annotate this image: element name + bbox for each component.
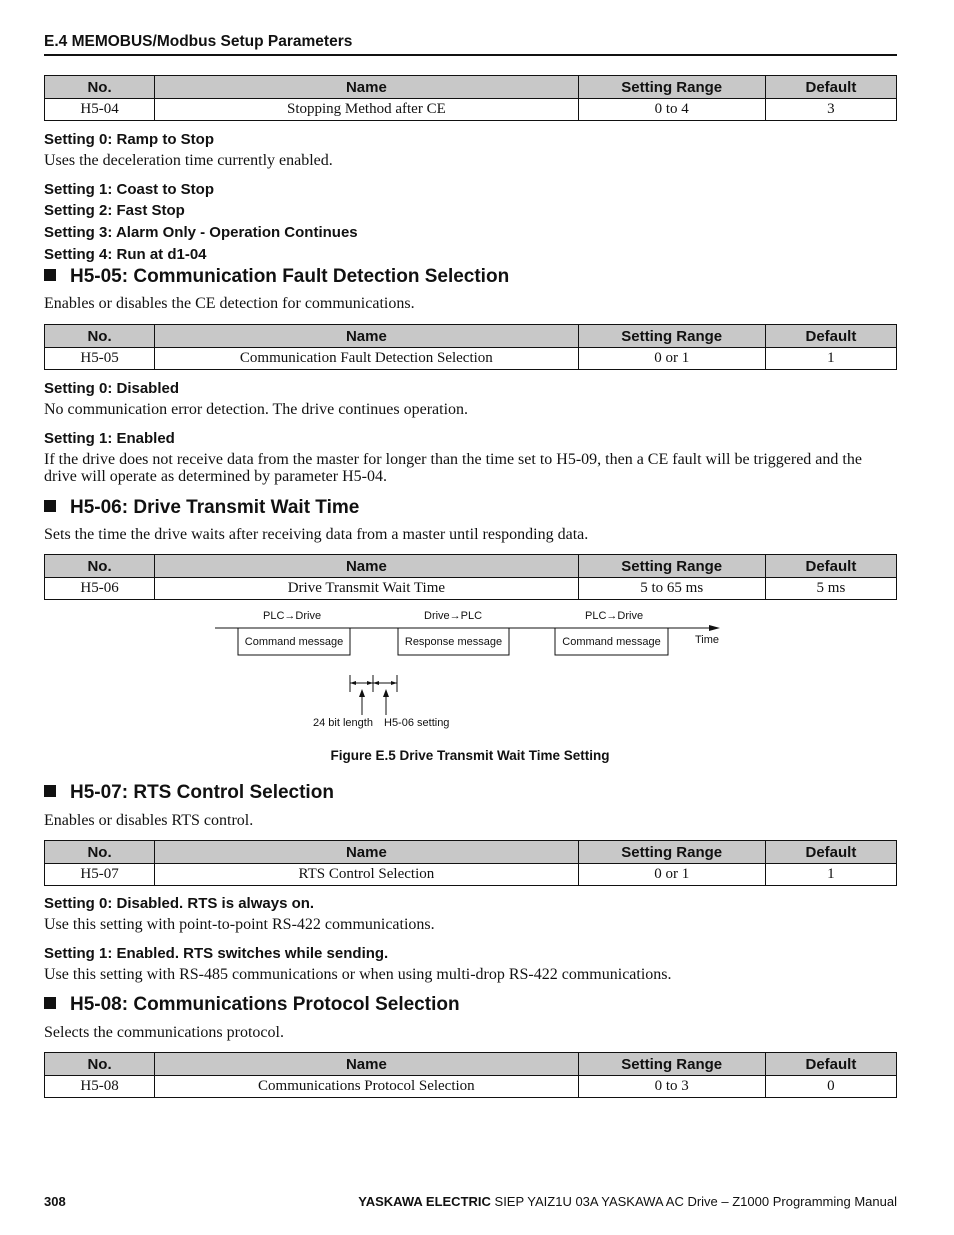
body-text: No communication error detection. The drive continues operation. bbox=[44, 401, 469, 418]
table-header-row bbox=[45, 1053, 897, 1076]
arrow-up-icon bbox=[383, 689, 389, 697]
cell-no: H5-07 bbox=[45, 864, 155, 886]
param-table-h5-07 bbox=[44, 840, 897, 886]
header-rule bbox=[44, 54, 897, 56]
col-header-range: Setting Range bbox=[578, 1053, 765, 1076]
body-text: If the drive does not receive data from the master for longer than the time set to H5-09, then a CE fault will be triggered and the drive will operate as determined by parameter H5-04. bbox=[44, 451, 862, 485]
table-row bbox=[45, 578, 897, 600]
square-bullet-icon bbox=[44, 785, 56, 797]
setting-heading: Setting 1: Enabled. RTS switches while sending. bbox=[44, 945, 389, 962]
col-header-range: Setting Range bbox=[578, 841, 765, 864]
body-text: Use this setting with RS-485 communications or when using multi-drop RS-422 communications. bbox=[44, 966, 672, 983]
col-header-range: Setting Range bbox=[578, 555, 765, 578]
square-bullet-icon bbox=[44, 500, 56, 512]
arrow-up-icon bbox=[359, 689, 365, 697]
setting-heading: Setting 0: Ramp to Stop bbox=[44, 131, 214, 148]
col-header-name: Name bbox=[155, 555, 578, 578]
label-plc-to-drive-2: PLC→Drive bbox=[585, 610, 644, 622]
body-text: Selects the communications protocol. bbox=[44, 1024, 284, 1041]
label-drive-to-plc: Drive→PLC bbox=[424, 610, 483, 622]
section-title-h5-06 bbox=[44, 497, 359, 519]
col-header-default: Default bbox=[765, 76, 896, 99]
setting-heading: Setting 2: Fast Stop bbox=[44, 202, 185, 219]
body-text: Enables or disables RTS control. bbox=[44, 812, 254, 829]
col-header-name: Name bbox=[155, 325, 578, 348]
arrow-left-icon bbox=[350, 681, 356, 685]
section-title-text: H5-06: Drive Transmit Wait Time bbox=[70, 497, 360, 518]
body-text: Use this setting with point-to-point RS-422 communications. bbox=[44, 916, 435, 933]
cell-name: Communication Fault Detection Selection bbox=[155, 348, 578, 370]
param-table-h5-05 bbox=[44, 324, 897, 370]
col-header-no: No. bbox=[45, 325, 155, 348]
table-row bbox=[45, 864, 897, 886]
col-header-no: No. bbox=[45, 555, 155, 578]
arrow-right-icon bbox=[709, 625, 720, 631]
table-header-row bbox=[45, 841, 897, 864]
setting-heading: Setting 3: Alarm Only - Operation Continues bbox=[44, 224, 358, 241]
table-row bbox=[45, 348, 897, 370]
cell-name: Stopping Method after CE bbox=[155, 99, 578, 121]
cell-range: 0 to 3 bbox=[578, 1076, 765, 1098]
cell-default: 3 bbox=[765, 99, 896, 121]
body-text: Enables or disables the CE detection for communications. bbox=[44, 295, 415, 312]
cell-default: 1 bbox=[765, 348, 896, 370]
arrow-left-icon bbox=[373, 681, 379, 685]
col-header-name: Name bbox=[155, 841, 578, 864]
cell-default: 0 bbox=[765, 1076, 896, 1098]
setting-heading: Setting 4: Run at d1-04 bbox=[44, 246, 207, 263]
arrow-right-icon bbox=[367, 681, 373, 685]
cell-no: H5-06 bbox=[45, 578, 155, 600]
param-table-h5-08 bbox=[44, 1052, 897, 1098]
box-label: Command message bbox=[244, 636, 344, 648]
section-title-text: H5-07: RTS Control Selection bbox=[70, 782, 334, 803]
bit-length-label: 24 bit length bbox=[313, 717, 373, 729]
cell-range: 5 to 65 ms bbox=[578, 578, 765, 600]
cell-name: Drive Transmit Wait Time bbox=[155, 578, 578, 600]
col-header-default: Default bbox=[765, 325, 896, 348]
col-header-no: No. bbox=[45, 76, 155, 99]
setting-heading: Setting 1: Enabled bbox=[44, 430, 175, 447]
cell-range: 0 to 4 bbox=[578, 99, 765, 121]
col-header-default: Default bbox=[765, 841, 896, 864]
footer-brand: YASKAWA ELECTRIC bbox=[358, 1194, 491, 1209]
cell-range: 0 or 1 bbox=[578, 864, 765, 886]
footer-doc: SIEP YAIZ1U 03A YASKAWA AC Drive – Z1000 Programming Manual bbox=[490, 1194, 897, 1209]
figure-caption: Figure E.5 Drive Transmit Wait Time Setting bbox=[330, 748, 610, 763]
param-table-h5-06 bbox=[44, 554, 897, 600]
table-row bbox=[45, 1076, 897, 1098]
col-header-no: No. bbox=[45, 841, 155, 864]
col-header-name: Name bbox=[155, 1053, 578, 1076]
section-title-text: H5-05: Communication Fault Detection Selection bbox=[70, 266, 510, 287]
table-row bbox=[45, 99, 897, 121]
table-header-row bbox=[45, 325, 897, 348]
cell-no: H5-05 bbox=[45, 348, 155, 370]
arrow-right-icon bbox=[391, 681, 397, 685]
col-header-range: Setting Range bbox=[578, 76, 765, 99]
cell-range: 0 or 1 bbox=[578, 348, 765, 370]
setting-heading: Setting 1: Coast to Stop bbox=[44, 181, 214, 198]
col-header-range: Setting Range bbox=[578, 325, 765, 348]
section-header: E.4 MEMOBUS/Modbus Setup Parameters bbox=[44, 33, 353, 50]
setting-heading: Setting 0: Disabled bbox=[44, 380, 180, 397]
box-label: Command message bbox=[562, 636, 661, 648]
square-bullet-icon bbox=[44, 269, 56, 281]
footer-text bbox=[358, 1194, 897, 1209]
cell-default: 5 ms bbox=[765, 578, 896, 600]
section-title-h5-07 bbox=[44, 782, 334, 804]
setting-label: H5-06 setting bbox=[384, 717, 450, 729]
cell-no: H5-08 bbox=[45, 1076, 155, 1098]
col-header-name: Name bbox=[155, 76, 578, 99]
page-number: 308 bbox=[44, 1194, 66, 1209]
param-table-h5-04 bbox=[44, 75, 897, 121]
section-title-text: H5-08: Communications Protocol Selection bbox=[70, 994, 460, 1015]
body-text: Sets the time the drive waits after receiving data from a master until responding data. bbox=[44, 526, 589, 543]
cell-default: 1 bbox=[765, 864, 896, 886]
square-bullet-icon bbox=[44, 997, 56, 1009]
cell-no: H5-04 bbox=[45, 99, 155, 121]
table-header-row bbox=[45, 555, 897, 578]
section-title-h5-05 bbox=[44, 266, 509, 288]
col-header-no: No. bbox=[45, 1053, 155, 1076]
setting-heading: Setting 0: Disabled. RTS is always on. bbox=[44, 895, 315, 912]
col-header-default: Default bbox=[765, 555, 896, 578]
section-title-h5-08 bbox=[44, 994, 460, 1016]
col-header-default: Default bbox=[765, 1053, 896, 1076]
box-label: Response message bbox=[404, 636, 503, 648]
cell-name: RTS Control Selection bbox=[155, 864, 578, 886]
time-label: Time bbox=[695, 634, 720, 646]
label-plc-to-drive-1: PLC→Drive bbox=[263, 610, 322, 622]
table-header-row bbox=[45, 76, 897, 99]
body-text: Uses the deceleration time currently enabled. bbox=[44, 152, 333, 169]
cell-name: Communications Protocol Selection bbox=[155, 1076, 578, 1098]
